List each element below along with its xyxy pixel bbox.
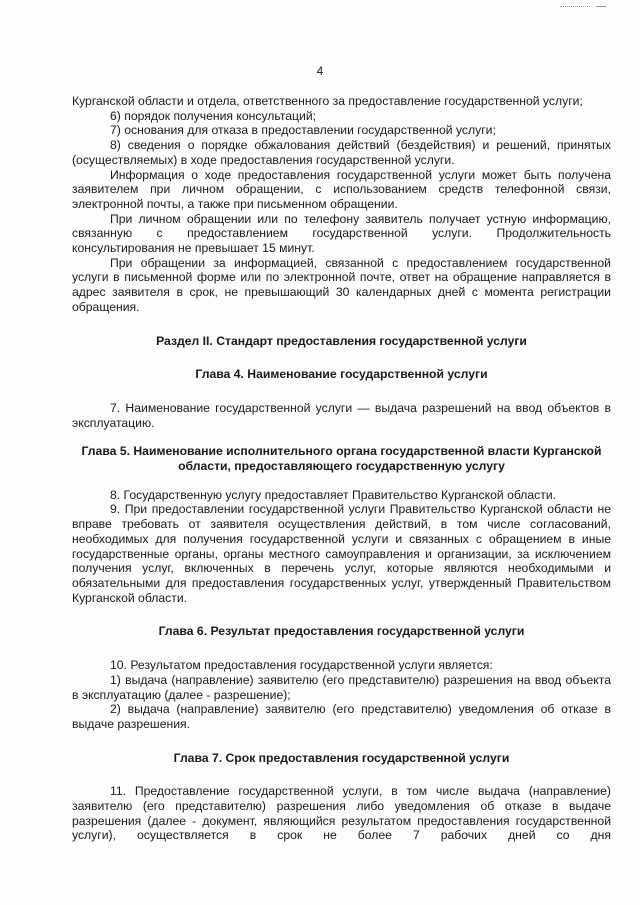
spacer	[72, 382, 611, 401]
document-body	[72, 94, 611, 843]
paragraph: Информация о ходе предоставления государственной услуги может быть получена заявителем при личном обращении, с использованием средств телефонной связи, электронной почты, а также при письменном обращении.	[72, 167, 611, 211]
spacer	[72, 732, 611, 751]
section-heading: Глава 5. Наименование исполнительного органа государственной власти Курганской области, предоставляющего государственную услугу	[81, 444, 602, 474]
paragraph: При обращении за информацией, связанной с предоставлением государственной услуги в письменной форме или по электронной почте, ответ на обращение направляется в адрес заявителя в срок, не превышающий 30 календарных дней с момента регистрации обращения.	[72, 255, 611, 314]
paragraph: Курганской области и отдела, ответственного за предоставление государственной услуги;	[72, 94, 583, 108]
paragraph: 6) порядок получения консультаций;	[110, 108, 317, 123]
paragraph: 7) основания для отказа в предоставлении государственной услуги;	[110, 123, 496, 138]
spacer	[72, 430, 611, 444]
paragraph: 10. Результатом предоставления государственной услуги является:	[110, 658, 493, 673]
scan-mark	[560, 6, 590, 8]
section-heading: Глава 7. Срок предоставления государственной услуги	[173, 750, 510, 765]
spacer	[72, 639, 611, 658]
paragraph: 9. При предоставлении государственной услуги Правительство Курганской области не вправе требовать от заявителя осуществления действий, в том числе согласований, необходимых для получения государственной услуги и связанных с обращением в иные государственные органы, органы местного самоуправления и организации, за исключением получения услуг, включенных в перечень услуг, которые являются необходимыми и обязательными для предоставления государственных услуг, утвержденный Правительством Курганской области.	[72, 502, 611, 605]
spacer	[72, 474, 611, 488]
section-heading: Раздел II. Стандарт предоставления государственной услуги	[156, 333, 527, 348]
paragraph: 8. Государственную услугу предоставляет Правительство Курганской области.	[110, 487, 557, 502]
page-number: 4	[316, 64, 324, 78]
spacer	[72, 348, 611, 367]
paragraph: 7. Наименование государственной услуги — выдача разрешений на ввод объектов в эксплуатацию.	[72, 400, 611, 430]
paragraph: 11. Предоставление государственной услуги, в том числе выдача (направление) заявителю (его представителю) разрешения либо уведомления об отказе в выдаче разрешения (далее - документ, являющийся результатом предоставления государственной услуги), осуществляется в срок не более 7 рабочих дней со дня	[72, 784, 611, 843]
paragraph: 2) выдача (направление) заявителю (его представителю) уведомления об отказе в выдаче разрешения.	[72, 702, 611, 731]
section-heading: Глава 6. Результат предоставления государственной услуги	[158, 624, 525, 639]
scan-mark	[596, 6, 606, 8]
paragraph: 1) выдача (направление) заявителю (его представителю) разрешения на ввод объекта в эксплуатацию (далее - разрешение);	[72, 672, 611, 702]
spacer	[72, 765, 611, 784]
spacer	[72, 315, 611, 334]
paragraph: При личном обращении или по телефону заявитель получает устную информацию, связанную с предоставлением государственной услуги. Продолжительность консультирования не превышает 15 минут.	[72, 211, 611, 256]
paragraph: 8) сведения о порядке обжалования действий (бездействия) и решений, принятых (осуществляемых) в ходе предоставления государственной услуги.	[72, 138, 611, 167]
section-heading: Глава 4. Наименование государственной услуги	[195, 367, 488, 382]
spacer	[72, 605, 611, 624]
